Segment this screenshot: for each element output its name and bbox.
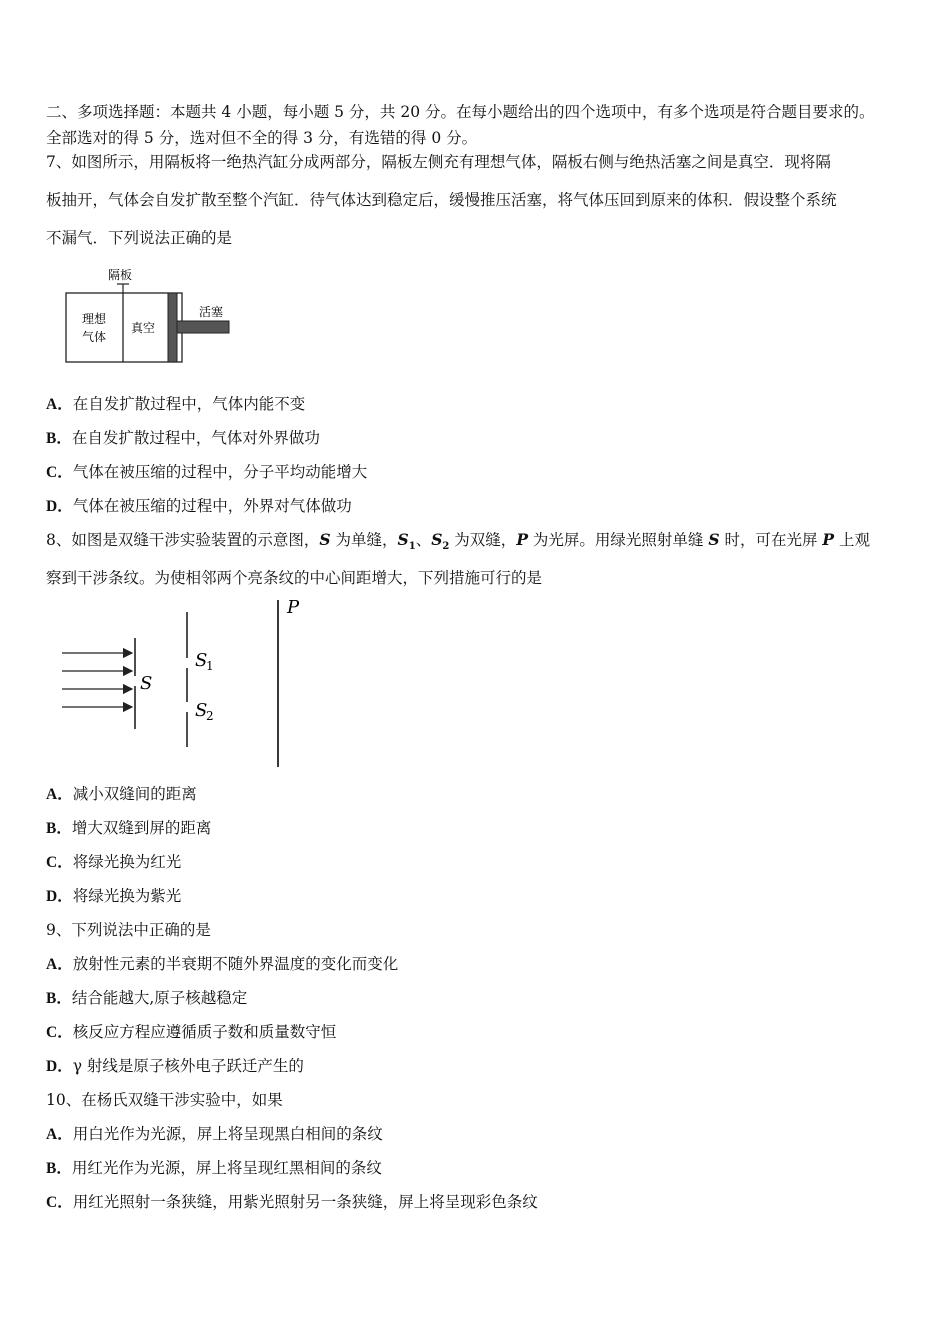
q9-option-c-letter: C． <box>46 1024 73 1041</box>
q7-option-a-text: 在自发扩散过程中，气体内能不变 <box>72 395 306 413</box>
q7-option-d <box>46 496 926 517</box>
q8-stem-line-1 <box>46 530 926 557</box>
q10-option-b-letter: B． <box>46 1160 72 1177</box>
q7-stem-line-2: 板抽开，气体会自发扩散至整个汽缸．待气体达到稳定后，缓慢推压活塞，将气体压回到原来的体积．假设整个系统 <box>46 191 837 209</box>
q8-stem-part-a: 8、如图是双缝干涉实验装置的示意图， <box>46 531 320 549</box>
q8-stem-line-2: 察到干涉条纹。为使相邻两个亮条纹的中心间距增大，下列措施可行的是 <box>46 569 543 587</box>
q8-option-c <box>46 852 926 873</box>
q9-option-a-text: 放射性元素的半衰期不随外界温度的变化而变化 <box>72 955 399 973</box>
q8-stem-separator: 、 <box>415 531 432 549</box>
q7-option-b <box>46 428 926 449</box>
q10-option-a <box>46 1124 926 1145</box>
q8-option-d <box>46 886 926 907</box>
q8-stem-symbol-s1: S <box>397 530 409 549</box>
section-header-line-2: 全部选对的得 5 分，选对但不全的得 3 分，有选错的得 0 分。 <box>46 129 478 147</box>
q8-stem-symbol-p: P <box>516 530 528 549</box>
q10-option-c-text: 用红光照射一条狭缝，用紫光照射另一条狭缝，屏上将呈现彩色条纹 <box>72 1193 538 1211</box>
q7-fig-label-gas-2: 气体 <box>82 330 107 344</box>
q8-stem-part-b: 为单缝， <box>330 531 398 549</box>
q8-fig-label-s1-sub: 1 <box>206 659 214 673</box>
q7-option-b-letter: B． <box>46 430 72 447</box>
q9-option-b <box>46 988 926 1009</box>
q9-option-c <box>46 1022 926 1043</box>
q8-stem-part-c: 为双缝， <box>449 531 517 549</box>
q10-option-b-text: 用红光作为光源，屏上将呈现红黑相间的条纹 <box>71 1159 382 1177</box>
q7-fig-piston <box>168 293 177 362</box>
q7-fig-label-gas-1: 理想 <box>82 312 107 326</box>
q9-option-a-letter: A． <box>46 956 73 973</box>
q8-option-a <box>46 784 926 805</box>
q9-stem: 9、下列说法中正确的是 <box>46 921 211 939</box>
q7-option-c-text: 气体在被压缩的过程中，分子平均动能增大 <box>72 463 368 481</box>
q8-fig-label-s2-sub: 2 <box>206 709 214 723</box>
q8-stem-symbol-s: S <box>319 530 331 549</box>
q7-fig-label-partition: 隔板 <box>108 268 133 282</box>
q7-cylinder-figure <box>56 262 256 374</box>
q7-fig-label-vacuum: 真空 <box>131 321 156 335</box>
q10-option-c-letter: C． <box>46 1194 73 1211</box>
q8-fig-label-p: P <box>287 597 300 618</box>
q8-option-d-text: 将绿光换为紫光 <box>72 887 182 905</box>
q8-stem-symbol-s-again: S <box>708 530 720 549</box>
q7-fig-cylinder <box>66 293 182 362</box>
section-header-line-1: 二、多项选择题：本题共 4 小题，每小题 5 分，共 20 分。在每小题给出的四个选项中，有多个选项是符合题目要求的。 <box>46 103 875 121</box>
q7-option-b-text: 在自发扩散过程中，气体对外界做功 <box>71 429 320 447</box>
q7-option-a-letter: A． <box>46 396 73 413</box>
q7-option-d-letter: D． <box>46 498 73 515</box>
q8-stem-symbol-s2-sub: 2 <box>442 541 450 553</box>
q9-option-c-text: 核反应方程应遵循质子数和质量数守恒 <box>72 1023 337 1041</box>
q9-option-a <box>46 954 926 975</box>
q9-option-b-letter: B． <box>46 990 72 1007</box>
q8-stem-part-f: 上观 <box>834 531 870 549</box>
q7-option-c-letter: C． <box>46 464 73 481</box>
q8-option-a-text: 减小双缝间的距离 <box>72 785 197 803</box>
q7-option-d-text: 气体在被压缩的过程中，外界对气体做功 <box>72 497 352 515</box>
q7-option-a <box>46 394 926 415</box>
q9-option-d-letter: D． <box>46 1058 73 1075</box>
q7-stem-line-3: 不漏气．下列说法正确的是 <box>46 229 233 247</box>
q8-stem-part-e: 时，可在光屏 <box>719 531 823 549</box>
q10-option-a-letter: A． <box>46 1126 73 1143</box>
q10-option-a-text: 用白光作为光源，屏上将呈现黑白相间的条纹 <box>72 1125 383 1143</box>
q8-option-b-text: 增大双缝到屏的距离 <box>71 819 212 837</box>
q8-option-c-letter: C． <box>46 854 73 871</box>
q8-option-d-letter: D． <box>46 888 73 905</box>
q10-stem: 10、在杨氏双缝干涉实验中，如果 <box>46 1091 283 1109</box>
q8-option-a-letter: A． <box>46 786 73 803</box>
q8-fig-label-s2: S <box>195 700 208 721</box>
q8-option-c-text: 将绿光换为红光 <box>72 853 182 871</box>
q9-option-d <box>46 1056 926 1077</box>
q9-option-d-text: γ 射线是原子核外电子跃迁产生的 <box>72 1057 304 1075</box>
q7-fig-piston-rod <box>177 321 229 333</box>
q9-option-b-text: 结合能越大,原子核越稳定 <box>71 989 248 1007</box>
q10-option-c <box>46 1192 926 1213</box>
q10-option-b <box>46 1158 926 1179</box>
q8-double-slit-figure <box>56 596 316 771</box>
q8-option-b <box>46 818 926 839</box>
q8-option-b-letter: B． <box>46 820 72 837</box>
q8-stem-symbol-p-again: P <box>822 530 835 549</box>
q8-stem-part-d: 为光屏。用绿光照射单缝 <box>527 531 709 549</box>
q7-fig-label-piston: 活塞 <box>199 305 224 319</box>
q8-fig-label-s1: S <box>195 650 208 671</box>
q8-stem-symbol-s2: S <box>431 530 443 549</box>
q8-fig-label-s: S <box>140 673 153 694</box>
q7-stem-line-1: 7、如图所示，用隔板将一绝热汽缸分成两部分，隔板左侧充有理想气体，隔板右侧与绝热活塞之间是真空．现将隔 <box>46 153 831 171</box>
q8-stem-symbol-s1-sub: 1 <box>408 541 416 553</box>
q7-option-c <box>46 462 926 483</box>
